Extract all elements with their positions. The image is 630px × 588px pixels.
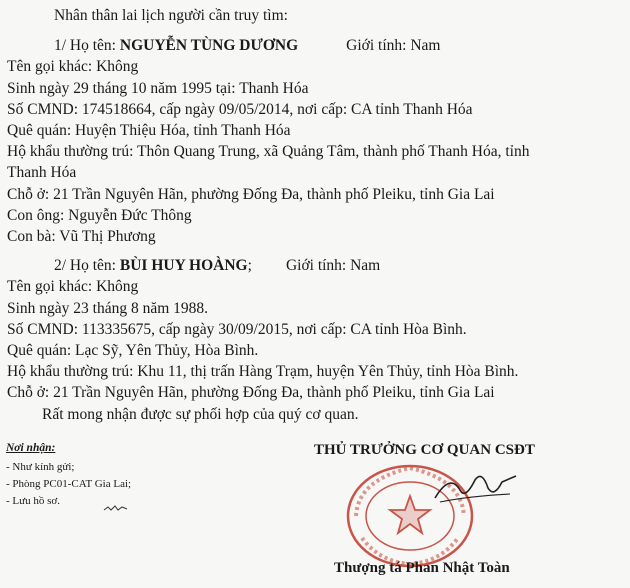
person2-line: Quê quán: Lạc Sỹ, Yên Thủy, Hòa Bình. bbox=[7, 342, 259, 359]
signature-title: THỦ TRƯỞNG CƠ QUAN CSĐT bbox=[314, 442, 535, 458]
person1-line: Con bà: Vũ Thị Phương bbox=[7, 228, 156, 245]
person1-line: Hộ khẩu thường trú: Thôn Quang Trung, xã Quảng Tâm, thành phố Thanh Hóa, tỉnh bbox=[7, 143, 530, 160]
person2-line: Hộ khẩu thường trú: Khu 11, thị trấn Hàng Trạm, huyện Yên Thủy, tỉnh Hòa Bình. bbox=[7, 363, 519, 380]
person1-line: Số CMND: 174518664, cấp ngày 09/05/2014, nơi cấp: CA tỉnh Thanh Hóa bbox=[7, 101, 473, 118]
initials-scribble-icon bbox=[103, 502, 129, 514]
person1-name: NGUYỄN TÙNG DƯƠNG bbox=[119, 37, 299, 54]
person2-sep: ; bbox=[247, 257, 252, 274]
person1-line: Tên gọi khác: Không bbox=[7, 58, 139, 75]
signer-name: Thượng tá Phan Nhật Toàn bbox=[334, 560, 510, 576]
person2-line: Tên gọi khác: Không bbox=[7, 278, 139, 295]
person2-line: Sinh ngày 23 tháng 8 năm 1988. bbox=[7, 300, 209, 317]
recipients-title: Nơi nhận: bbox=[6, 442, 56, 454]
recipient-item: - Phòng PC01-CAT Gia Lai; bbox=[6, 478, 132, 490]
person2-line: Chỗ ở: 21 Trần Nguyên Hãn, phường Đống Đa, thành phố Pleiku, tỉnh Gia Lai bbox=[7, 384, 495, 401]
person1-line: Thanh Hóa bbox=[7, 164, 77, 181]
person2-line: Số CMND: 113335675, cấp ngày 30/09/2015, nơi cấp: CA tỉnh Hòa Bình. bbox=[7, 321, 467, 338]
intro-text: Nhân thân lai lịch người cần truy tìm: bbox=[54, 7, 288, 24]
person2-heading-prefix: 2/ Họ tên: bbox=[54, 257, 120, 274]
person2-gender: Giới tính: Nam bbox=[285, 257, 381, 274]
person1-heading bbox=[54, 36, 440, 56]
person1-heading-prefix: 1/ Họ tên: bbox=[54, 37, 120, 54]
person1-line: Con ông: Nguyễn Đức Thông bbox=[7, 207, 192, 224]
person2-name: BÙI HUY HOÀNG bbox=[119, 257, 248, 274]
person1-gender: Giới tính: Nam bbox=[346, 37, 441, 54]
closing-text: Rất mong nhận được sự phối hợp của quý cơ quan. bbox=[42, 406, 359, 423]
person1-line: Sinh ngày 29 tháng 10 năm 1995 tại: Thanh Hóa bbox=[7, 80, 309, 97]
person1-line: Chỗ ở: 21 Trần Nguyên Hãn, phường Đống Đa, thành phố Pleiku, tỉnh Gia Lai bbox=[7, 186, 495, 203]
recipient-item: - Như kính gửi; bbox=[6, 461, 75, 473]
person2-heading bbox=[54, 256, 380, 276]
recipient-item: - Lưu hồ sơ. bbox=[6, 495, 60, 507]
person1-line: Quê quán: Huyện Thiệu Hóa, tỉnh Thanh Hóa bbox=[7, 122, 291, 139]
handwritten-signature-icon bbox=[430, 468, 520, 508]
